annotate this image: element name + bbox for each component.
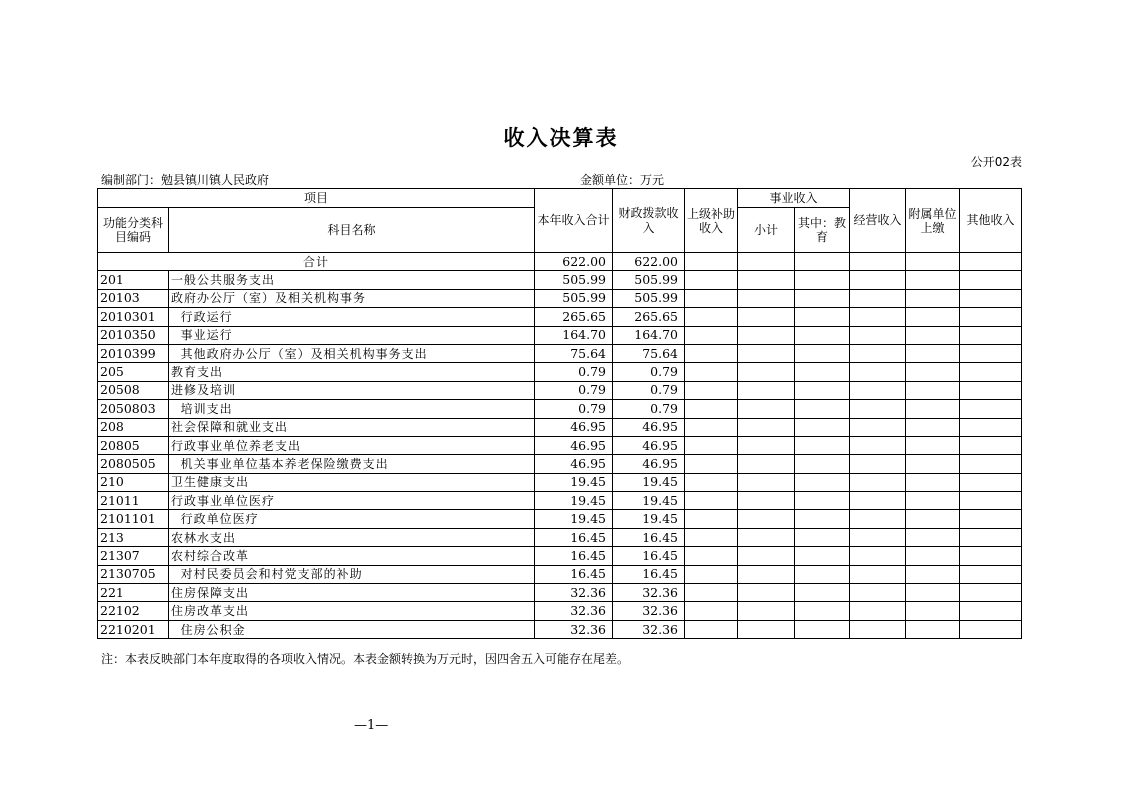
row-code: 21307 xyxy=(98,547,169,565)
cell-empty xyxy=(738,602,795,620)
row-fiscal: 164.70 xyxy=(613,326,685,344)
row-code: 2050803 xyxy=(98,400,169,418)
cell-empty xyxy=(738,620,795,638)
cell-empty xyxy=(960,565,1022,583)
cell-empty xyxy=(685,510,738,528)
row-subject-name: 对村民委员会和村党支部的补助 xyxy=(169,565,535,583)
header-superior: 上级补助收入 xyxy=(685,189,738,253)
row-total: 16.45 xyxy=(535,528,613,546)
cell-empty xyxy=(738,308,795,326)
cell-empty xyxy=(906,547,960,565)
table-row xyxy=(98,400,1022,418)
cell-empty xyxy=(850,473,906,491)
row-total: 16.45 xyxy=(535,547,613,565)
cell-empty xyxy=(960,584,1022,602)
row-fiscal: 505.99 xyxy=(613,271,685,289)
row-fiscal: 19.45 xyxy=(613,473,685,491)
table-row xyxy=(98,584,1022,602)
cell-empty xyxy=(685,528,738,546)
cell-empty xyxy=(850,602,906,620)
row-fiscal: 16.45 xyxy=(613,528,685,546)
department-label: 编制部门：勉县镇川镇人民政府 xyxy=(101,173,270,187)
table-row xyxy=(98,363,1022,381)
row-total: 164.70 xyxy=(535,326,613,344)
row-fiscal: 32.36 xyxy=(613,584,685,602)
cell-empty xyxy=(795,510,850,528)
row-code: 20508 xyxy=(98,381,169,399)
row-total: 32.36 xyxy=(535,584,613,602)
cell-empty xyxy=(738,253,795,271)
row-total: 0.79 xyxy=(535,400,613,418)
cell-empty xyxy=(850,436,906,454)
row-code: 2010399 xyxy=(98,344,169,362)
row-subject-name: 机关事业单位基本养老保险缴费支出 xyxy=(169,455,535,473)
total-amount: 622.00 xyxy=(535,253,613,271)
header-subject-name: 科目名称 xyxy=(169,208,535,253)
page-title: 收入决算表 xyxy=(503,126,619,150)
cell-empty xyxy=(960,400,1022,418)
data-rows xyxy=(98,271,1022,639)
cell-empty xyxy=(960,492,1022,510)
cell-empty xyxy=(960,510,1022,528)
row-total: 46.95 xyxy=(535,418,613,436)
cell-empty xyxy=(850,326,906,344)
cell-empty xyxy=(795,455,850,473)
row-subject-name: 行政单位医疗 xyxy=(169,510,535,528)
cell-empty xyxy=(685,602,738,620)
row-total: 46.95 xyxy=(535,436,613,454)
cell-empty xyxy=(960,326,1022,344)
row-total: 19.45 xyxy=(535,473,613,491)
cell-empty xyxy=(795,584,850,602)
row-subject-name: 行政运行 xyxy=(169,308,535,326)
cell-empty xyxy=(795,473,850,491)
cell-empty xyxy=(906,492,960,510)
cell-empty xyxy=(738,400,795,418)
cell-empty xyxy=(738,363,795,381)
row-subject-name: 住房改革支出 xyxy=(169,602,535,620)
cell-empty xyxy=(685,547,738,565)
form-number: 公开02表 xyxy=(970,155,1022,169)
row-total: 265.65 xyxy=(535,308,613,326)
cell-empty xyxy=(685,363,738,381)
row-fiscal: 0.79 xyxy=(613,400,685,418)
header-operating: 经营收入 xyxy=(850,189,906,253)
header-fiscal: 财政拨款收入 xyxy=(613,189,685,253)
cell-empty xyxy=(738,418,795,436)
row-subject-name: 农村综合改革 xyxy=(169,547,535,565)
row-total: 32.36 xyxy=(535,602,613,620)
cell-empty xyxy=(906,363,960,381)
cell-empty xyxy=(738,289,795,307)
cell-empty xyxy=(906,528,960,546)
cell-empty xyxy=(906,565,960,583)
header-func-code: 功能分类科目编码 xyxy=(98,208,169,253)
cell-empty xyxy=(685,289,738,307)
cell-empty xyxy=(795,492,850,510)
cell-empty xyxy=(685,308,738,326)
cell-empty xyxy=(685,326,738,344)
cell-empty xyxy=(960,547,1022,565)
cell-empty xyxy=(795,271,850,289)
cell-empty xyxy=(685,565,738,583)
cell-empty xyxy=(960,528,1022,546)
cell-empty xyxy=(906,253,960,271)
cell-empty xyxy=(685,455,738,473)
cell-empty xyxy=(850,363,906,381)
cell-empty xyxy=(906,602,960,620)
cell-empty xyxy=(960,455,1022,473)
row-subject-name: 社会保障和就业支出 xyxy=(169,418,535,436)
cell-empty xyxy=(850,584,906,602)
row-total: 19.45 xyxy=(535,510,613,528)
row-fiscal: 46.95 xyxy=(613,418,685,436)
header-business: 事业收入 xyxy=(738,189,850,208)
cell-empty xyxy=(795,326,850,344)
row-code: 213 xyxy=(98,528,169,546)
table-row xyxy=(98,473,1022,491)
cell-empty xyxy=(850,289,906,307)
cell-empty xyxy=(906,308,960,326)
cell-empty xyxy=(738,473,795,491)
row-code: 221 xyxy=(98,584,169,602)
cell-empty xyxy=(906,381,960,399)
cell-empty xyxy=(795,289,850,307)
table-row xyxy=(98,547,1022,565)
cell-empty xyxy=(795,436,850,454)
cell-empty xyxy=(906,271,960,289)
row-fiscal: 75.64 xyxy=(613,344,685,362)
row-subject-name: 事业运行 xyxy=(169,326,535,344)
row-code: 20103 xyxy=(98,289,169,307)
cell-empty xyxy=(906,510,960,528)
table-row xyxy=(98,381,1022,399)
cell-empty xyxy=(850,492,906,510)
cell-empty xyxy=(960,271,1022,289)
cell-empty xyxy=(738,344,795,362)
row-subject-name: 进修及培训 xyxy=(169,381,535,399)
header-subtotal: 小计 xyxy=(738,208,795,253)
cell-empty xyxy=(795,547,850,565)
row-fiscal: 16.45 xyxy=(613,547,685,565)
table-row xyxy=(98,528,1022,546)
header-affiliated: 附属单位上缴 xyxy=(906,189,960,253)
table-row xyxy=(98,271,1022,289)
row-total: 0.79 xyxy=(535,363,613,381)
cell-empty xyxy=(795,363,850,381)
row-total: 19.45 xyxy=(535,492,613,510)
row-subject-name: 行政事业单位医疗 xyxy=(169,492,535,510)
cell-empty xyxy=(850,271,906,289)
cell-empty xyxy=(850,620,906,638)
row-code: 2130705 xyxy=(98,565,169,583)
row-fiscal: 19.45 xyxy=(613,510,685,528)
cell-empty xyxy=(738,547,795,565)
cell-empty xyxy=(960,363,1022,381)
row-code: 2010350 xyxy=(98,326,169,344)
row-fiscal: 19.45 xyxy=(613,492,685,510)
row-total: 505.99 xyxy=(535,271,613,289)
cell-empty xyxy=(850,381,906,399)
page-number: —1— xyxy=(354,718,389,733)
table-row xyxy=(98,308,1022,326)
amount-unit-label: 金额单位：万元 xyxy=(580,173,665,187)
cell-empty xyxy=(795,344,850,362)
cell-empty xyxy=(960,436,1022,454)
table-row xyxy=(98,565,1022,583)
cell-empty xyxy=(685,473,738,491)
row-total: 32.36 xyxy=(535,620,613,638)
row-code: 2010301 xyxy=(98,308,169,326)
row-subject-name: 农林水支出 xyxy=(169,528,535,546)
cell-empty xyxy=(906,418,960,436)
row-subject-name: 其他政府办公厅（室）及相关机构事务支出 xyxy=(169,344,535,362)
header-total: 本年收入合计 xyxy=(535,189,613,253)
cell-empty xyxy=(738,436,795,454)
cell-empty xyxy=(850,418,906,436)
cell-empty xyxy=(738,492,795,510)
cell-empty xyxy=(738,528,795,546)
cell-empty xyxy=(795,602,850,620)
row-code: 21011 xyxy=(98,492,169,510)
cell-empty xyxy=(906,289,960,307)
cell-empty xyxy=(685,271,738,289)
header-row-1 xyxy=(98,189,1022,208)
table-row xyxy=(98,344,1022,362)
cell-empty xyxy=(960,344,1022,362)
row-fiscal: 265.65 xyxy=(613,308,685,326)
table-row xyxy=(98,492,1022,510)
row-total: 75.64 xyxy=(535,344,613,362)
row-total: 505.99 xyxy=(535,289,613,307)
cell-empty xyxy=(685,620,738,638)
row-fiscal: 46.95 xyxy=(613,455,685,473)
table-row xyxy=(98,602,1022,620)
row-code: 201 xyxy=(98,271,169,289)
cell-empty xyxy=(850,253,906,271)
cell-empty xyxy=(685,400,738,418)
cell-empty xyxy=(850,547,906,565)
cell-empty xyxy=(960,473,1022,491)
row-fiscal: 32.36 xyxy=(613,602,685,620)
row-fiscal: 16.45 xyxy=(613,565,685,583)
row-code: 20805 xyxy=(98,436,169,454)
cell-empty xyxy=(795,565,850,583)
cell-empty xyxy=(960,602,1022,620)
row-subject-name: 一般公共服务支出 xyxy=(169,271,535,289)
cell-empty xyxy=(850,510,906,528)
row-total: 16.45 xyxy=(535,565,613,583)
cell-empty xyxy=(850,455,906,473)
cell-empty xyxy=(960,418,1022,436)
cell-empty xyxy=(738,271,795,289)
row-subject-name: 政府办公厅（室）及相关机构事务 xyxy=(169,289,535,307)
cell-empty xyxy=(795,253,850,271)
cell-empty xyxy=(906,326,960,344)
cell-empty xyxy=(850,400,906,418)
cell-empty xyxy=(850,528,906,546)
cell-empty xyxy=(906,620,960,638)
cell-empty xyxy=(685,418,738,436)
cell-empty xyxy=(685,492,738,510)
cell-empty xyxy=(685,584,738,602)
table-row xyxy=(98,418,1022,436)
row-subject-name: 培训支出 xyxy=(169,400,535,418)
cell-empty xyxy=(960,381,1022,399)
cell-empty xyxy=(795,308,850,326)
total-row xyxy=(98,253,1022,271)
cell-empty xyxy=(906,400,960,418)
row-code: 22102 xyxy=(98,602,169,620)
row-code: 205 xyxy=(98,363,169,381)
cell-empty xyxy=(906,436,960,454)
cell-empty xyxy=(906,584,960,602)
row-fiscal: 505.99 xyxy=(613,289,685,307)
row-fiscal: 46.95 xyxy=(613,436,685,454)
header-of-which-edu: 其中：教育 xyxy=(795,208,850,253)
total-label: 合计 xyxy=(98,253,535,271)
cell-empty xyxy=(960,620,1022,638)
cell-empty xyxy=(960,253,1022,271)
table-row xyxy=(98,289,1022,307)
cell-empty xyxy=(685,253,738,271)
header-other: 其他收入 xyxy=(960,189,1022,253)
cell-empty xyxy=(850,565,906,583)
cell-empty xyxy=(795,400,850,418)
cell-empty xyxy=(906,455,960,473)
header-project: 项目 xyxy=(98,189,535,208)
cell-empty xyxy=(795,381,850,399)
cell-empty xyxy=(960,308,1022,326)
cell-empty xyxy=(850,344,906,362)
cell-empty xyxy=(795,418,850,436)
row-subject-name: 行政事业单位养老支出 xyxy=(169,436,535,454)
row-total: 0.79 xyxy=(535,381,613,399)
row-fiscal: 32.36 xyxy=(613,620,685,638)
row-code: 2080505 xyxy=(98,455,169,473)
cell-empty xyxy=(906,473,960,491)
row-subject-name: 住房公积金 xyxy=(169,620,535,638)
cell-empty xyxy=(795,528,850,546)
row-total: 46.95 xyxy=(535,455,613,473)
footnote: 注：本表反映部门本年度取得的各项收入情况。本表金额转换为万元时，因四舍五入可能存在尾差。 xyxy=(101,652,630,666)
cell-empty xyxy=(738,510,795,528)
cell-empty xyxy=(685,344,738,362)
table-row xyxy=(98,436,1022,454)
table-row xyxy=(98,620,1022,638)
cell-empty xyxy=(738,565,795,583)
table-row xyxy=(98,510,1022,528)
row-code: 2210201 xyxy=(98,620,169,638)
row-fiscal: 0.79 xyxy=(613,363,685,381)
cell-empty xyxy=(738,584,795,602)
row-code: 210 xyxy=(98,473,169,491)
cell-empty xyxy=(685,436,738,454)
table-row xyxy=(98,455,1022,473)
cell-empty xyxy=(795,620,850,638)
row-subject-name: 住房保障支出 xyxy=(169,584,535,602)
cell-empty xyxy=(960,289,1022,307)
row-fiscal: 0.79 xyxy=(613,381,685,399)
cell-empty xyxy=(685,381,738,399)
cell-empty xyxy=(738,326,795,344)
total-fiscal: 622.00 xyxy=(613,253,685,271)
row-subject-name: 卫生健康支出 xyxy=(169,473,535,491)
row-code: 208 xyxy=(98,418,169,436)
table-row xyxy=(98,326,1022,344)
cell-empty xyxy=(738,381,795,399)
cell-empty xyxy=(850,308,906,326)
row-code: 2101101 xyxy=(98,510,169,528)
income-table xyxy=(97,188,1022,639)
cell-empty xyxy=(738,455,795,473)
row-subject-name: 教育支出 xyxy=(169,363,535,381)
cell-empty xyxy=(906,344,960,362)
